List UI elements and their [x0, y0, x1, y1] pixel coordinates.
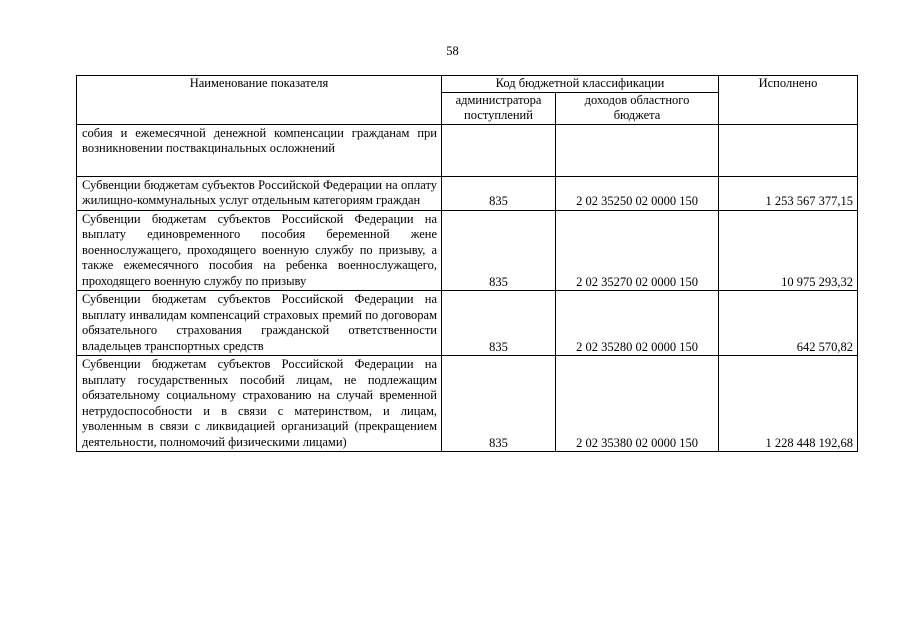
row-amount: 642 570,82: [719, 291, 858, 356]
header-revenue: доходов областного бюджета: [556, 92, 719, 124]
header-admin: администратора поступлений: [442, 92, 556, 124]
table-row: [77, 356, 858, 452]
table-row: [77, 176, 858, 210]
budget-table: [76, 75, 858, 452]
row-name: Субвенции бюджетам субъектов Российской Федерации на выплату единовременного пособия беременной жене военнослужащего, проходящего военную службу по призыву, а также ежемесячного пособия на ребенка военнослужащего, проходящего военную службу по призыву: [77, 210, 442, 291]
row-name: собия и ежемесячной денежной компенсации гражданам при возникновении поствакцинальных осложнений: [77, 124, 442, 176]
row-admin-code: 835: [442, 291, 556, 356]
row-amount: [719, 124, 858, 176]
row-name: Субвенции бюджетам субъектов Российской Федерации на выплату инвалидам компенсаций страховых премий по договорам обязательного страхования гражданской ответственности владельцев транспортных средств: [77, 291, 442, 356]
row-admin-code: 835: [442, 176, 556, 210]
row-name: Субвенции бюджетам субъектов Российской Федерации на выплату государственных пособий лицам, не подлежащим обязательному социальному страхованию на случай временной нетрудоспособности и в связи с материнством, и лицам, уволенным в связи с ликвидацией организаций (прекращением деятельности, полномочий физическими лицами): [77, 356, 442, 452]
header-row-1: [77, 76, 858, 93]
row-amount: 1 253 567 377,15: [719, 176, 858, 210]
table-row: [77, 291, 858, 356]
page-number: 58: [446, 44, 459, 58]
row-revenue-code: [556, 124, 719, 176]
row-admin-code: 835: [442, 356, 556, 452]
row-revenue-code: 2 02 35380 02 0000 150: [556, 356, 719, 452]
row-admin-code: 835: [442, 210, 556, 291]
header-code-group: Код бюджетной классификации: [442, 76, 719, 93]
header-name: Наименование показателя: [77, 76, 442, 125]
row-amount: 10 975 293,32: [719, 210, 858, 291]
row-amount: 1 228 448 192,68: [719, 356, 858, 452]
row-revenue-code: 2 02 35270 02 0000 150: [556, 210, 719, 291]
table-row: [77, 124, 858, 176]
row-name: Субвенции бюджетам субъектов Российской Федерации на оплату жилищно-коммунальных услуг отдельным категориям граждан: [77, 176, 442, 210]
table-row: [77, 210, 858, 291]
row-revenue-code: 2 02 35280 02 0000 150: [556, 291, 719, 356]
row-admin-code: [442, 124, 556, 176]
row-revenue-code: 2 02 35250 02 0000 150: [556, 176, 719, 210]
header-executed: Исполнено: [719, 76, 858, 125]
